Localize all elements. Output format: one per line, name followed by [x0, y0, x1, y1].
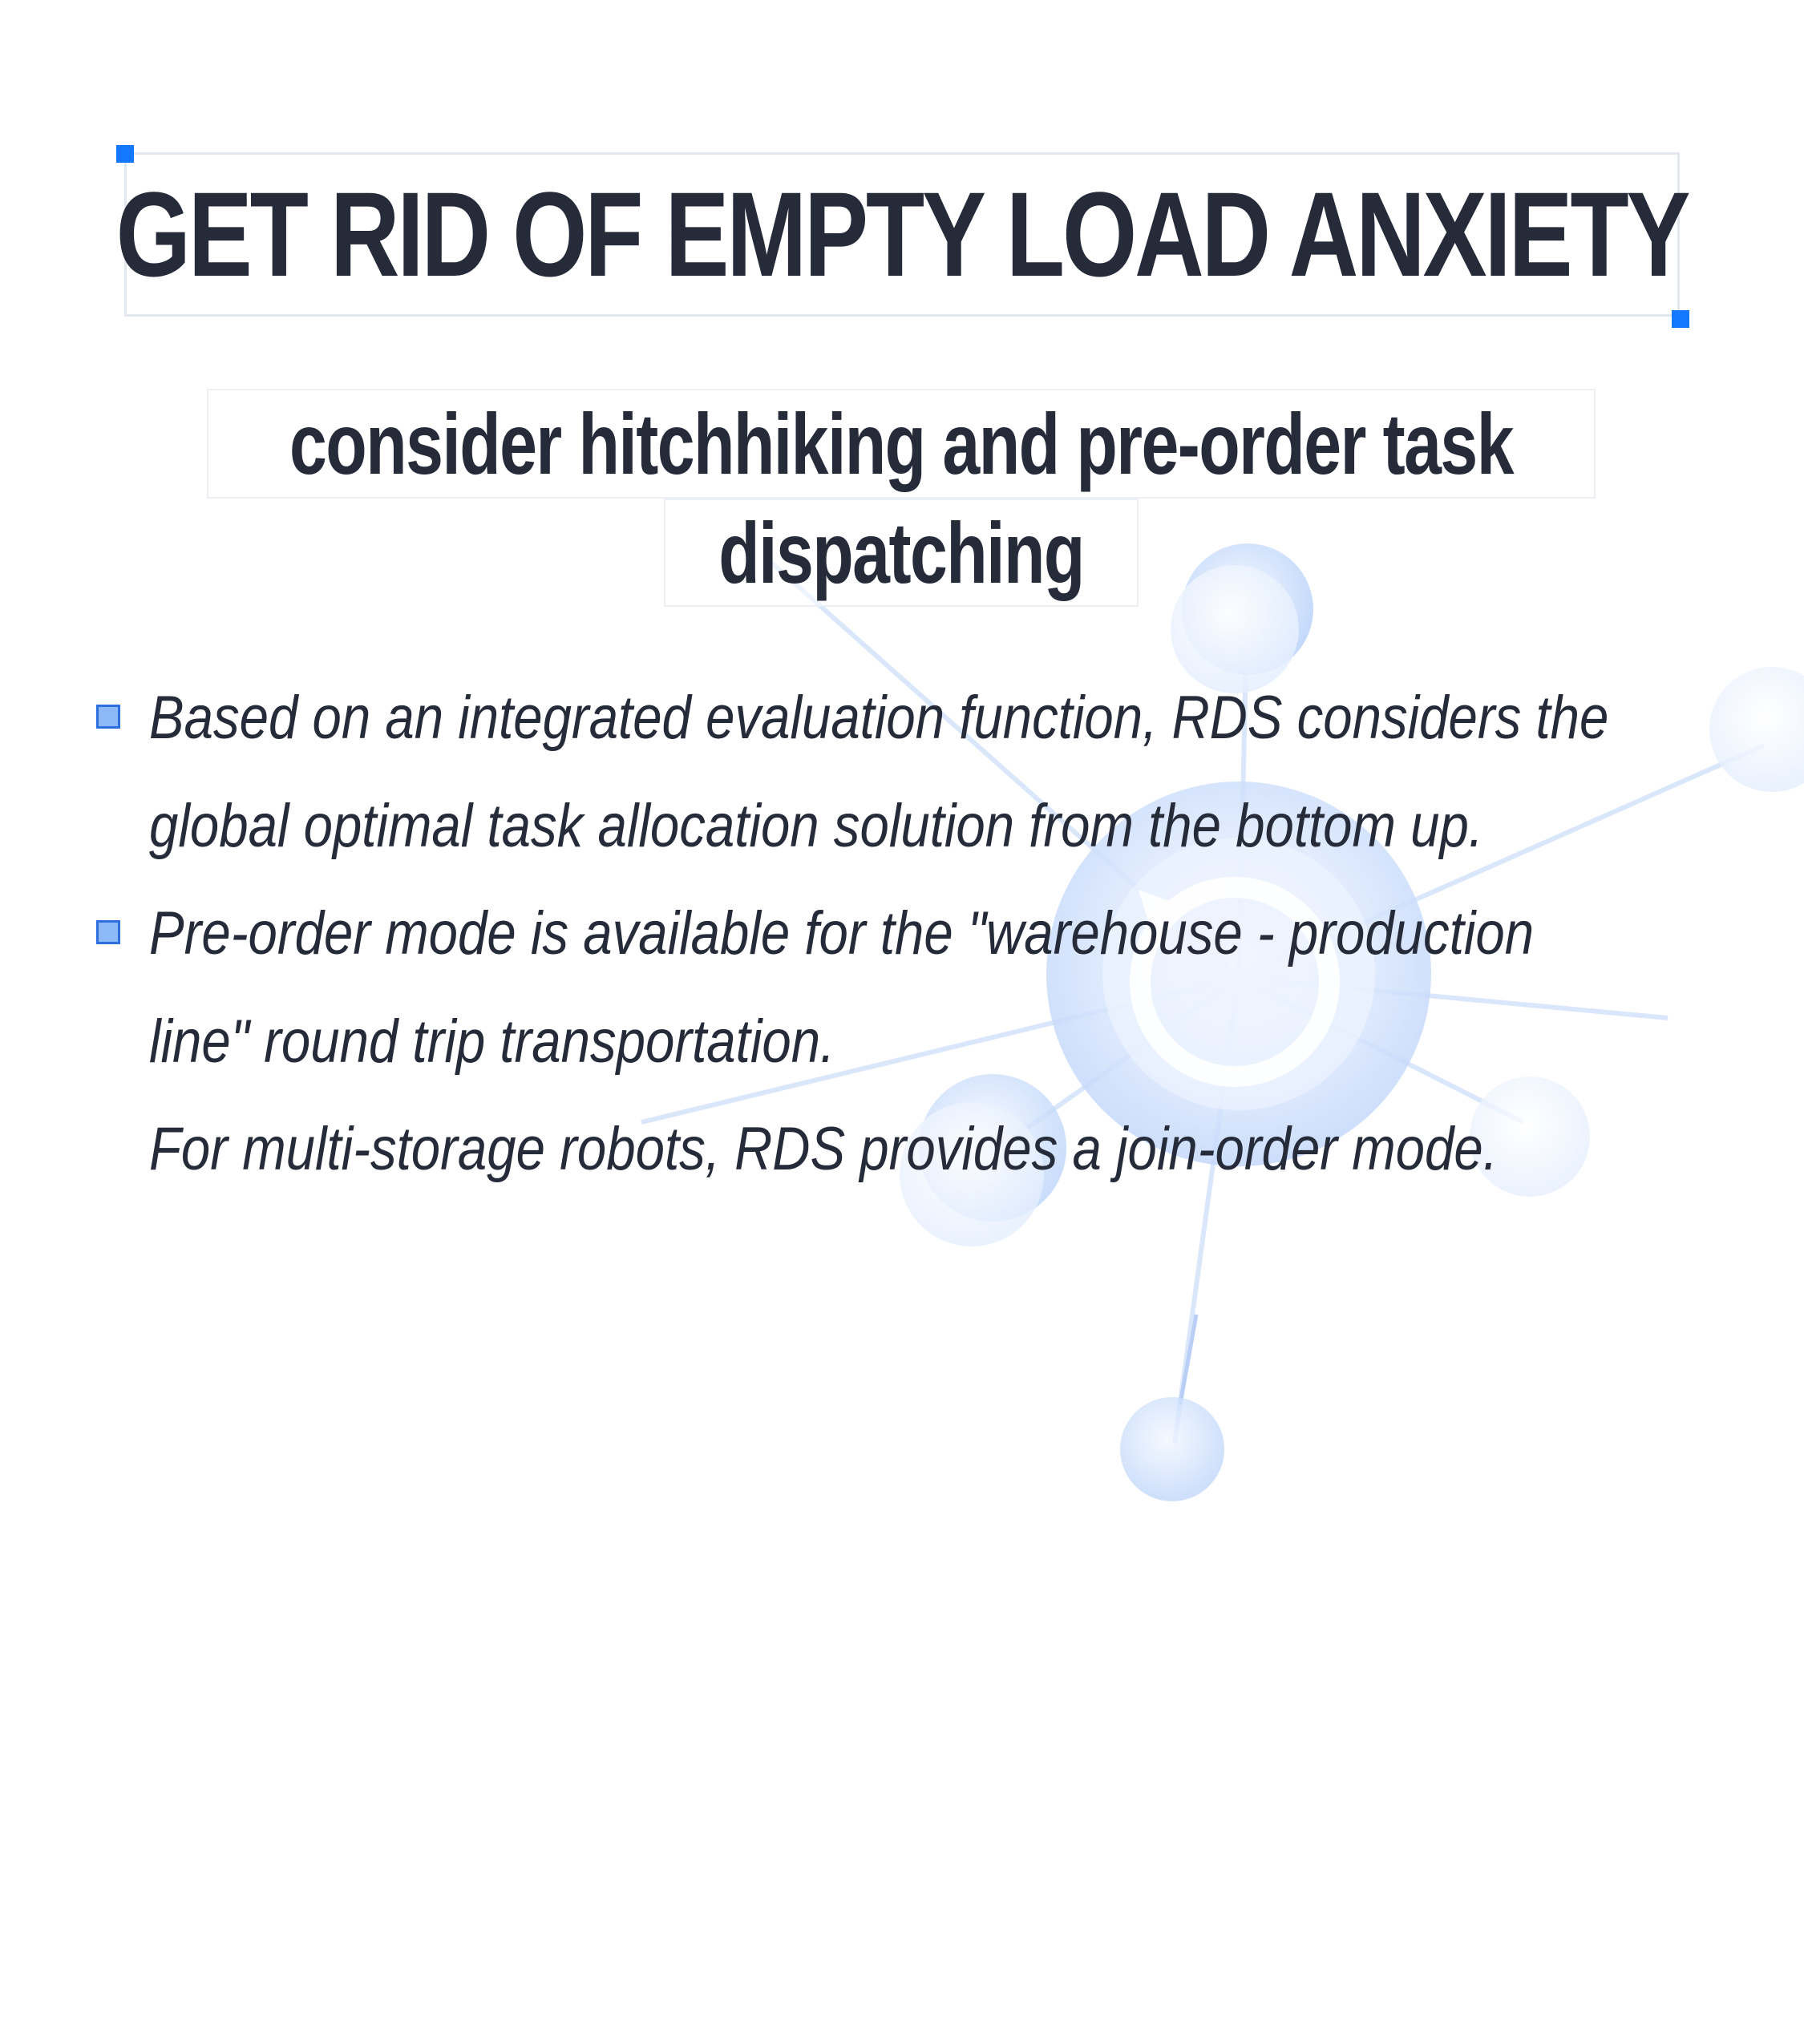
bullet-1-line-1: Based on an integrated evaluation function, RDS considers the — [149, 684, 1609, 752]
square-bullet-icon — [96, 920, 120, 944]
bullet-2-line-2: line" round trip transportation. — [149, 1008, 835, 1076]
square-bullet-icon — [96, 705, 120, 729]
page-title: GET RID OF EMPTY LOAD ANXIETY — [115, 167, 1689, 301]
selection-handle-top-left[interactable] — [116, 145, 134, 163]
bullet-2-line-1: Pre-order mode is available for the "warehouse - production — [149, 899, 1535, 967]
bullet-2-line-3: For multi-storage robots, RDS provides a join-order mode. — [149, 1115, 1498, 1183]
bullet-1-line-2: global optimal task allocation solution from the bottom up. — [149, 792, 1483, 860]
subtitle-line1: consider hitchhiking and pre-order task — [289, 395, 1513, 492]
selection-handle-bottom-right[interactable] — [1672, 310, 1689, 328]
subtitle-line2: dispatching — [718, 504, 1084, 601]
